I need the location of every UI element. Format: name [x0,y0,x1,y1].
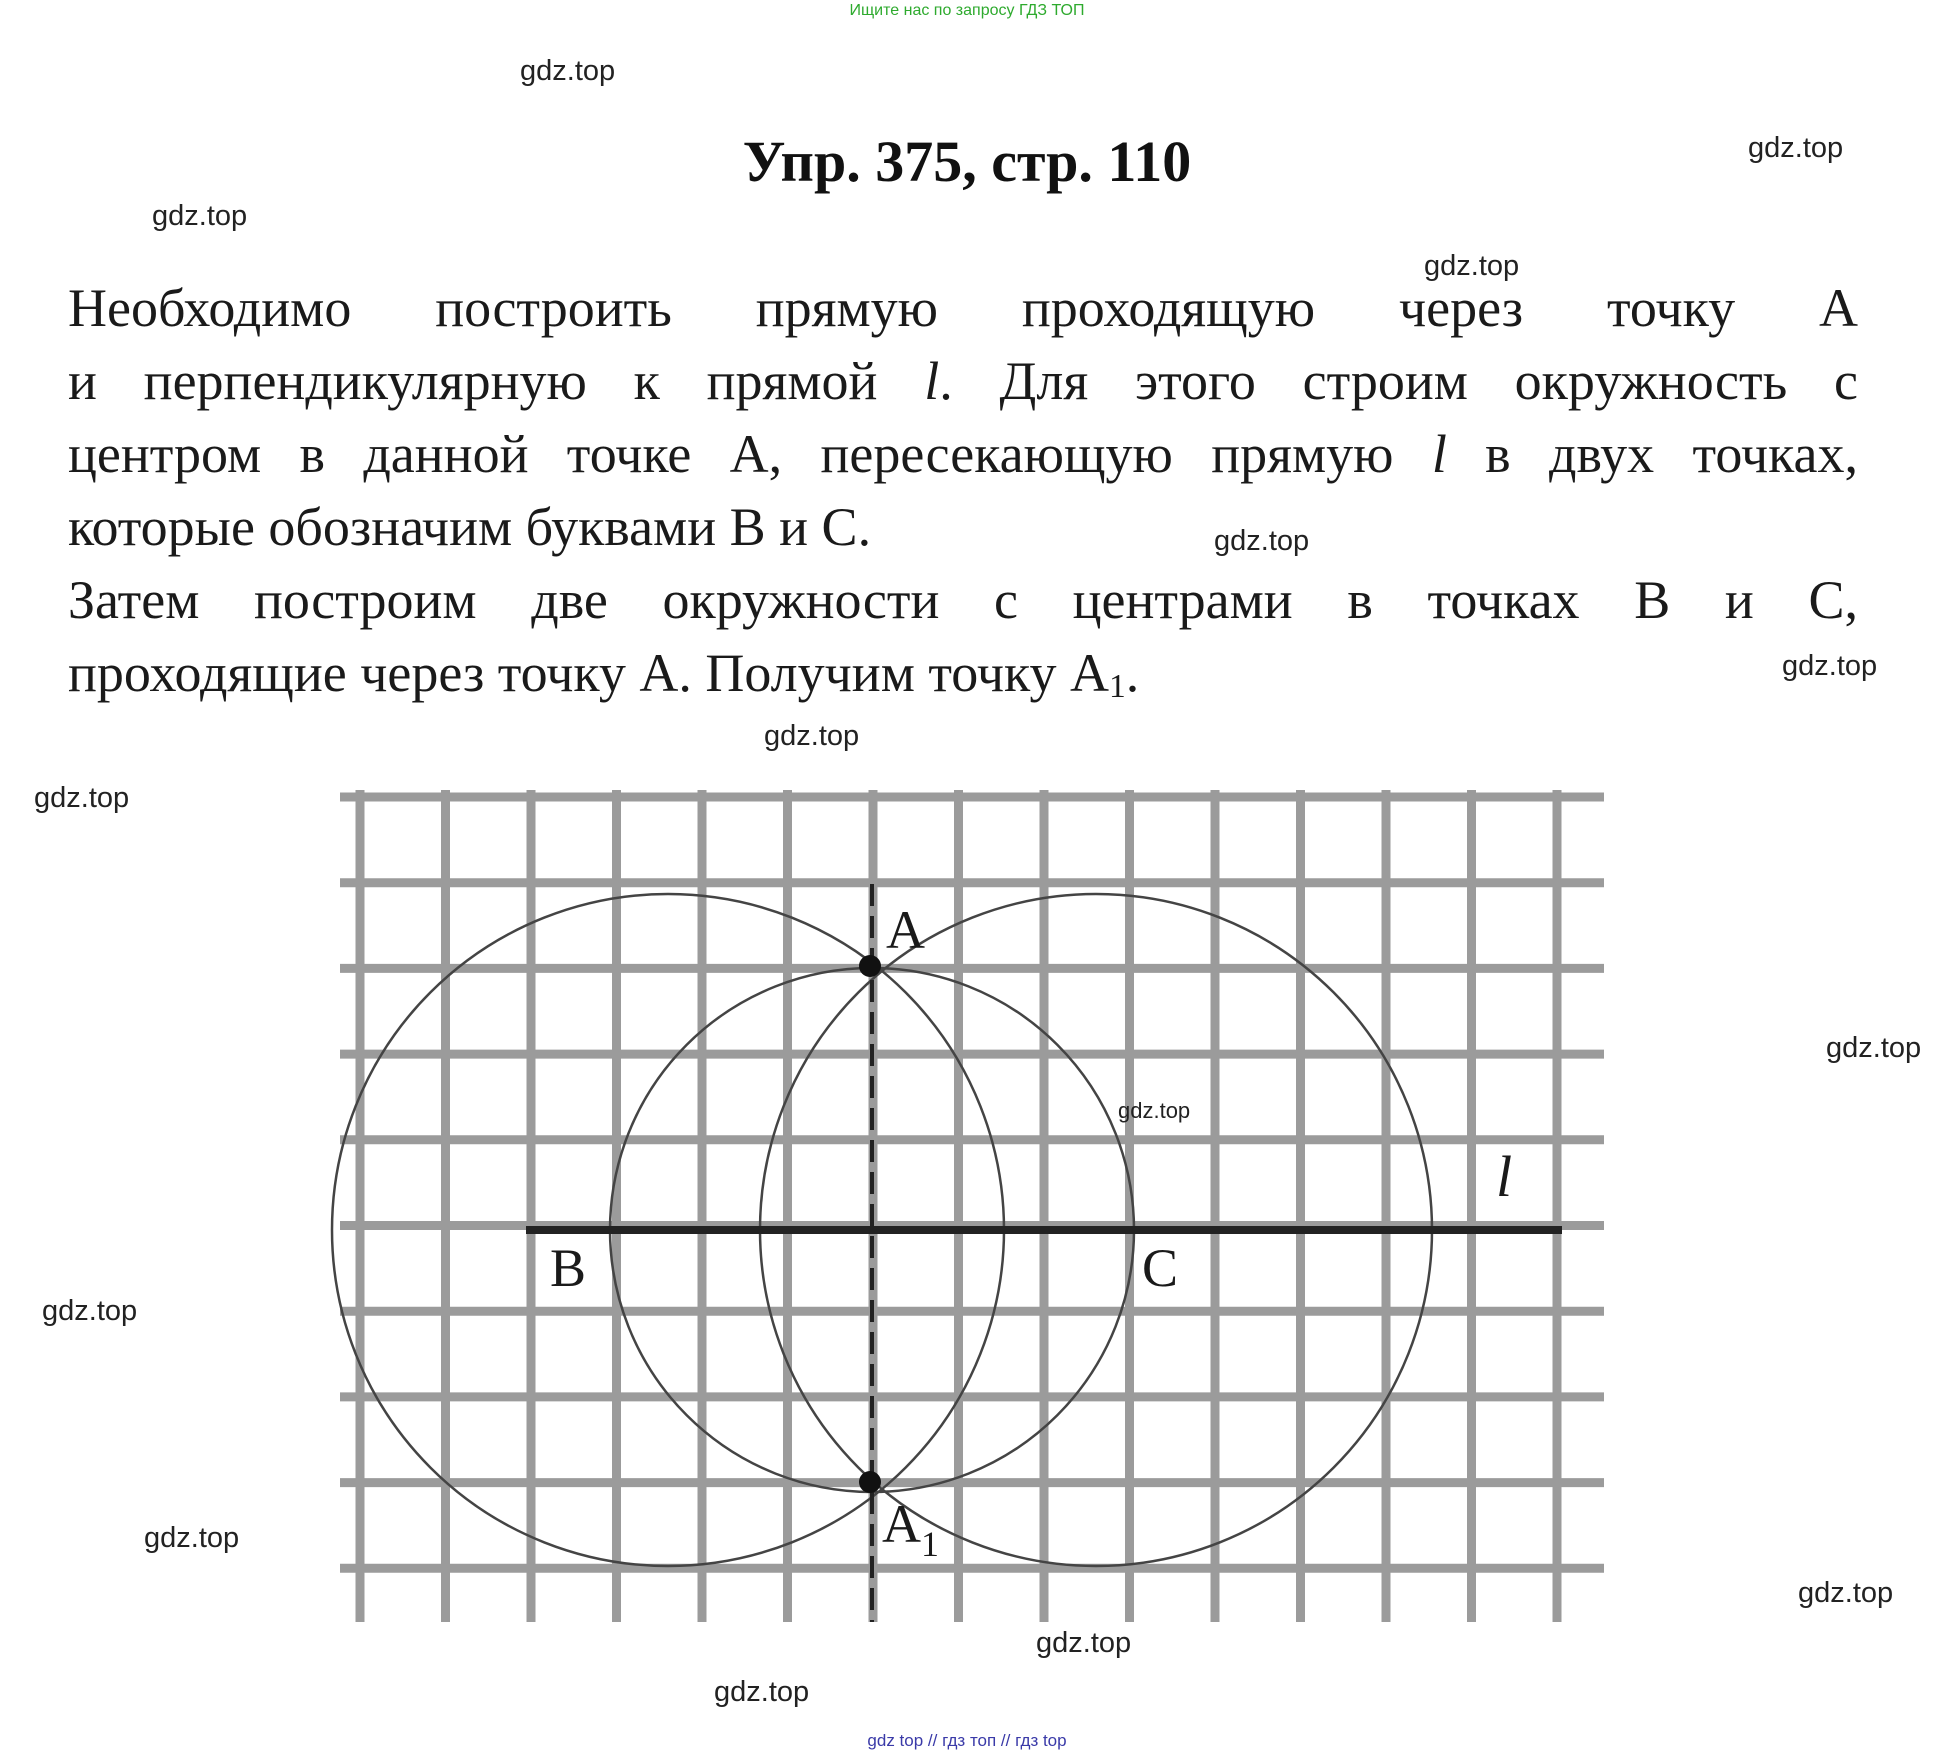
watermark: gdz.top [1118,1098,1191,1123]
watermark: gdz.top [1826,1032,1922,1064]
page-title: Упр. 375, стр. 110 [742,129,1192,194]
paragraph-1-line-2: и перпендикулярную к прямой l. Для этого строим окружность с [68,351,1858,411]
watermark: gdz.top [1798,1577,1894,1609]
watermark: gdz.top [714,1676,810,1708]
point-A [859,955,881,977]
search-banner: Ищите нас по запросу ГДЗ ТОП [849,2,1085,19]
footer-watermark: gdz top // гдз топ // гдз top [867,1731,1067,1750]
paragraph-2-line-2: проходящие через точку А. Получим точку А1. [68,643,1140,706]
watermark: gdz.top [764,720,860,752]
paragraph-1-line-1: Необходимо построить прямую проходящую через точку А [68,278,1858,338]
watermark: gdz.top [144,1522,240,1554]
paragraph-2-line-1: Затем построим две окружности с центрами в точках В и С, [68,570,1858,630]
watermark: gdz.top [42,1295,138,1327]
subscript-1: 1 [1108,668,1126,706]
grid-paper [340,790,1604,1622]
line-l-symbol: l [924,351,940,411]
watermark: gdz.top [1424,250,1520,282]
point-A1 [859,1471,881,1493]
watermark: gdz.top [1748,132,1844,164]
watermark: gdz.top [1036,1627,1132,1659]
paragraph-1-line-4: которые обозначим буквами В и С. [68,497,872,557]
paragraph-1-line-3: центром в данной точке А, пересекающую прямую l в двух точках, [68,424,1859,484]
label-A: A [886,900,925,960]
watermark: gdz.top [152,200,248,232]
label-line-l: l [1496,1144,1513,1209]
watermark: gdz.top [1782,650,1878,682]
label-A1: $A_1$ [882,1494,939,1564]
watermark: gdz.top [520,55,616,87]
label-C: C [1142,1238,1179,1298]
line-l-symbol: l [1431,424,1447,484]
watermark: gdz.top [34,782,130,814]
watermark: gdz.top [1214,525,1310,557]
label-B: B [550,1238,587,1298]
